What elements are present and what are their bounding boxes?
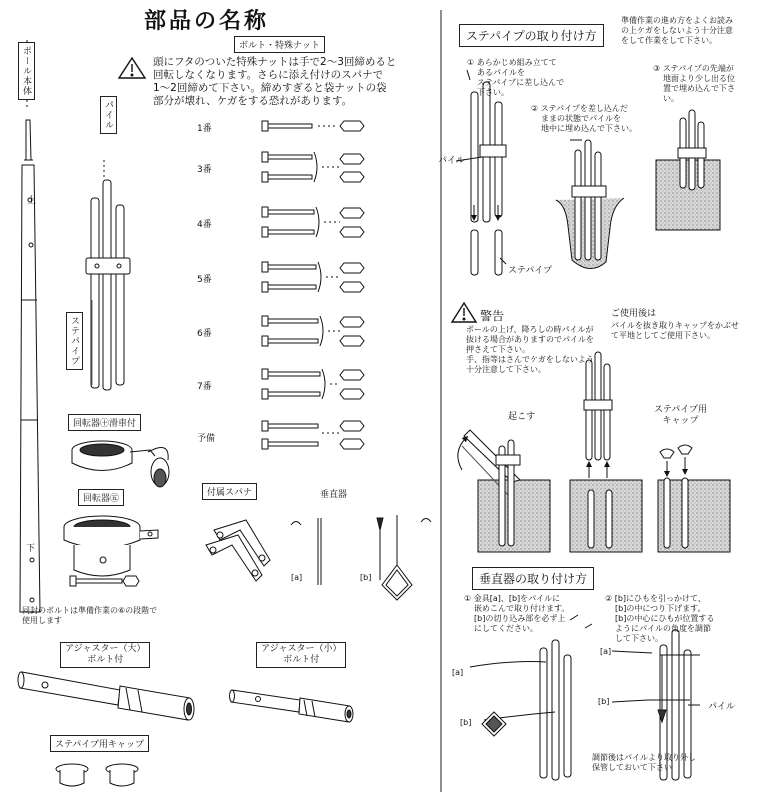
plumb-pile-label: パイル <box>708 702 736 712</box>
plumb-a-tag-2: [a] <box>600 647 612 656</box>
install-step2-drawing <box>556 140 624 269</box>
pile-label: パイル <box>100 96 117 134</box>
raise-label: 起こす <box>508 412 536 422</box>
rotator-pulley-drawing <box>72 441 169 487</box>
pole-body-label: ポール本体 <box>18 42 35 100</box>
spanner-box: 付属スパナ <box>202 483 257 500</box>
cap-label: ステパイプ用 キャップ <box>654 405 708 426</box>
step3-text: ③ ステパイプの先端が 地面より少し出る位 置で埋め込んで下さ い。 <box>653 64 735 103</box>
rotator-pulley-box: 回転器㊉滑車付 <box>68 414 141 431</box>
plumb-b-tag-2: [b] <box>598 697 610 706</box>
bolt-number-7: 7番 <box>197 382 212 392</box>
bolt-number-1: 1番 <box>197 124 212 134</box>
step1-text: ① あらかじめ組み立てて あるパイルを ステパイプに差し込んで 下さい。 <box>467 58 565 97</box>
raise-scene-drawing <box>458 352 730 552</box>
bolt-nut-box: ボルト・特殊ナット <box>234 36 325 53</box>
install-step3-drawing <box>656 110 720 230</box>
after-use-text: パイルを抜き取りキャップをかぶせ て平地としてご使用下さい。 <box>611 321 739 340</box>
plumb-b-label: [b] <box>360 573 372 582</box>
prep-note: 準備作業の進め方をよくお読み の上ケガをしないよう十分注意 をして作業をして下さい。 <box>621 16 733 45</box>
install-title: ステパイプの取り付け方 <box>459 24 604 47</box>
pole-body-drawing <box>20 40 40 612</box>
step-cap-box: ステパイプ用キャップ <box>50 735 149 752</box>
plumb-label: 垂直器 <box>320 490 348 500</box>
step2-text: ② ステパイプを差し込んだ ままの状態でパイルを 地中に埋め込んで下さい。 <box>531 104 637 133</box>
adjuster-small-box: アジャスター（小） ボルト付 <box>256 642 346 668</box>
plumb-b-tag: [b] <box>460 718 472 727</box>
right-warning-title: 警告 <box>480 309 505 323</box>
plumb-a-tag: [a] <box>452 668 464 677</box>
plumb-step2-text: ② [b]にひもを引っかけて、 [b]の中につり下げます。 [b]の中心にひもが位置する ようにパイルの角度を調節 して下さい。 <box>605 594 715 643</box>
bolt-number-4: 4番 <box>197 220 212 230</box>
plumb-bottom-note: 調節後はパイルより取り外し 保管しておいて下さい <box>592 753 696 772</box>
step-pipe-label: ステパイプ <box>66 312 83 370</box>
bolt-number-6: 6番 <box>197 329 212 339</box>
bolts-nuts-drawing <box>262 121 364 449</box>
right-warning-text: ポールの上げ、降ろしの時パイルが 抜ける場合がありますのでパイルを 押さえて下さい。 手、指等はさんでケガをしないよう 十分注意して下さい。 <box>466 325 594 374</box>
bolt-number-3: 3番 <box>197 165 212 175</box>
pile-step-pipe-drawing <box>86 160 130 390</box>
spanner-drawing <box>206 520 270 581</box>
page-title: 部品の名称 <box>144 9 270 34</box>
install-pile-label: パイル <box>438 156 466 166</box>
rotator-a-drawing <box>64 516 158 586</box>
plumb-step1-text: ① 金具[a]、[b]をパイルに 嵌めこんで取り付けます。 [b]の切り込み部を必ず上 にしてください。 <box>464 594 570 633</box>
install-step-pipe-label: ステパイプ <box>508 266 553 276</box>
plumb-a-label: [a] <box>291 573 303 582</box>
bolt-number-5: 5番 <box>197 275 212 285</box>
install-step1-drawing <box>456 70 506 275</box>
top-mark: 上 <box>27 196 37 206</box>
rotator-a-box: 回転器㊄ <box>78 489 124 506</box>
bolt-number-spare: 予備 <box>197 434 216 444</box>
plumb-b-drawing <box>377 515 431 600</box>
adjuster-large-drawing <box>18 672 194 720</box>
step-caps-drawing <box>56 764 138 786</box>
adjuster-small-drawing <box>230 690 354 722</box>
after-use-title: ご使用後は <box>611 309 657 319</box>
plumb-install-title: 垂直器の取り付け方 <box>472 567 594 590</box>
bottom-mark: 下 <box>26 544 36 554</box>
warning-text: 頭にフタのついた特殊ナットは手で2〜3回締めると 回転しなくなります。さらに添え付けのスパナで 1〜2回締めて下さい。締めすぎると袋ナットの袋 部分が壊れ、ケガをする恐れがあります。 <box>153 56 397 107</box>
bolt-note: 同封のボルトは準備作業の⑥の段階で 使用します <box>22 606 158 625</box>
adjuster-large-box: アジャスター（大） ボルト付 <box>60 642 150 668</box>
